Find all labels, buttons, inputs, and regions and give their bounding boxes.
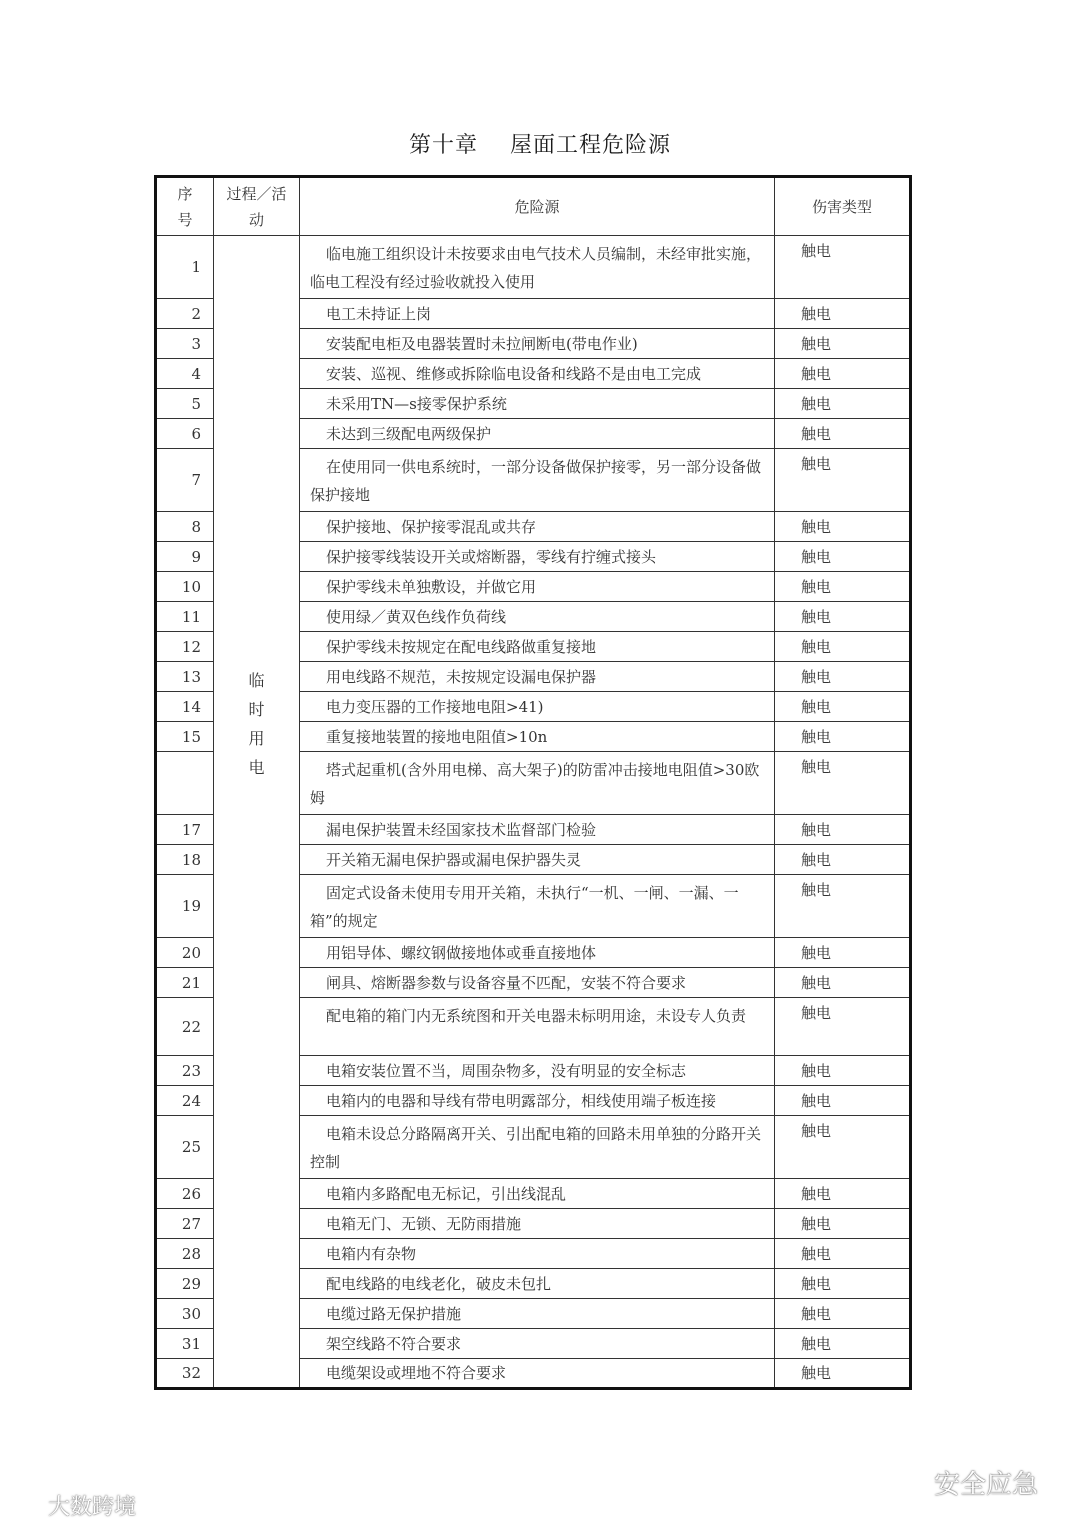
- hazard-description: 电缆架设或埋地不符合要求: [300, 1359, 775, 1389]
- hazard-description: 未达到三级配电两级保护: [300, 419, 775, 449]
- hazard-description: 电箱内多路配电无标记，引出线混乱: [300, 1179, 775, 1209]
- hazard-description: 电工未持证上岗: [300, 299, 775, 329]
- injury-type: 触电: [775, 998, 911, 1056]
- row-number: 24: [156, 1086, 214, 1116]
- row-number: 15: [156, 722, 214, 752]
- injury-type: 触电: [775, 968, 911, 998]
- process-char: 电: [248, 758, 265, 777]
- row-number: 6: [156, 419, 214, 449]
- injury-type: 触电: [775, 875, 911, 938]
- hazard-table: [154, 175, 912, 1390]
- table-header-row: [156, 177, 911, 236]
- header-injury-type: 伤害类型: [775, 177, 911, 236]
- process-char: 临: [248, 671, 265, 690]
- row-number: [156, 752, 214, 815]
- hazard-description: 电箱无门、无锁、无防雨措施: [300, 1209, 775, 1239]
- table-row: [156, 236, 911, 299]
- row-number: 22: [156, 998, 214, 1056]
- process-char: 用: [248, 729, 265, 748]
- watermark-right-text: 安全应急: [934, 1470, 1039, 1500]
- hazard-description: 固定式设备未使用专用开关箱，未执行“一机、一闸、一漏、一箱”的规定: [300, 875, 775, 938]
- hazard-description: 临电施工组织设计未按要求由电气技术人员编制，未经审批实施，临电工程没有经过验收就投入使用: [300, 236, 775, 299]
- watermark-left: [6, 1490, 136, 1521]
- hazard-description: 电箱内有杂物: [300, 1239, 775, 1269]
- injury-type: 触电: [775, 359, 911, 389]
- row-number: 7: [156, 449, 214, 512]
- injury-type: 触电: [775, 1299, 911, 1329]
- hazard-description: 用电线路不规范，未按规定设漏电保护器: [300, 662, 775, 692]
- row-number: 19: [156, 875, 214, 938]
- table-body: [156, 236, 911, 1389]
- injury-type: 触电: [775, 449, 911, 512]
- row-number: 14: [156, 692, 214, 722]
- row-number: 12: [156, 632, 214, 662]
- hazard-description: 电箱未设总分路隔离开关、引出配电箱的回路未用单独的分路开关控制: [300, 1116, 775, 1179]
- row-number: 27: [156, 1209, 214, 1239]
- hazard-description: 用铝导体、螺纹钢做接地体或垂直接地体: [300, 938, 775, 968]
- process-cell: [214, 236, 300, 1389]
- injury-type: 触电: [775, 662, 911, 692]
- injury-type: 触电: [775, 692, 911, 722]
- row-number: 11: [156, 602, 214, 632]
- process-char: 时: [248, 700, 265, 719]
- injury-type: 触电: [775, 602, 911, 632]
- watermark-right: [888, 1462, 1038, 1503]
- injury-type: 触电: [775, 1056, 911, 1086]
- injury-type: 触电: [775, 632, 911, 662]
- hazard-description: 安装、巡视、维修或拆除临电设备和线路不是由电工完成: [300, 359, 775, 389]
- row-number: 29: [156, 1269, 214, 1299]
- hazard-description: 电箱安装位置不当，周围杂物多，没有明显的安全标志: [300, 1056, 775, 1086]
- injury-type: 触电: [775, 752, 911, 815]
- row-number: 30: [156, 1299, 214, 1329]
- hazard-description: 闸具、熔断器参数与设备容量不匹配，安装不符合要求: [300, 968, 775, 998]
- injury-type: 触电: [775, 1209, 911, 1239]
- injury-type: 触电: [775, 542, 911, 572]
- hazard-description: 开关箱无漏电保护器或漏电保护器失灵: [300, 845, 775, 875]
- hazard-description: 塔式起重机(含外用电梯、高大架子)的防雷冲击接地电阻值>30欧姆: [300, 752, 775, 815]
- row-number: 4: [156, 359, 214, 389]
- hazard-description: 使用绿／黄双色线作负荷线: [300, 602, 775, 632]
- hazard-description: 架空线路不符合要求: [300, 1329, 775, 1359]
- injury-type: 触电: [775, 1239, 911, 1269]
- injury-type: 触电: [775, 1116, 911, 1179]
- injury-type: 触电: [775, 845, 911, 875]
- watermark-left-text: 大数跨境: [48, 1495, 137, 1520]
- hazard-description: 电缆过路无保护措施: [300, 1299, 775, 1329]
- injury-type: 触电: [775, 1329, 911, 1359]
- hazard-description: 漏电保护装置未经国家技术监督部门检验: [300, 815, 775, 845]
- row-number: 10: [156, 572, 214, 602]
- header-no: 序 号: [156, 177, 214, 236]
- hazard-description: 保护零线未单独敷设，并做它用: [300, 572, 775, 602]
- row-number: 8: [156, 512, 214, 542]
- row-number: 18: [156, 845, 214, 875]
- wechat-icon: [888, 1462, 928, 1503]
- hazard-description: 电力变压器的工作接地电阻>41): [300, 692, 775, 722]
- header-process: 过程／活 动: [214, 177, 300, 236]
- row-number: 1: [156, 236, 214, 299]
- injury-type: 触电: [775, 1086, 911, 1116]
- injury-type: 触电: [775, 1179, 911, 1209]
- header-hazard: 危险源: [300, 177, 775, 236]
- row-number: 5: [156, 389, 214, 419]
- row-number: 13: [156, 662, 214, 692]
- row-number: 20: [156, 938, 214, 968]
- injury-type: 触电: [775, 572, 911, 602]
- row-number: 26: [156, 1179, 214, 1209]
- hazard-description: 保护零线未按规定在配电线路做重复接地: [300, 632, 775, 662]
- hazard-description: 未采用TN—s接零保护系统: [300, 389, 775, 419]
- row-number: 17: [156, 815, 214, 845]
- hazard-description: 保护接零线装设开关或熔断器，零线有拧缠式接头: [300, 542, 775, 572]
- bubble-logo-icon: [6, 1492, 42, 1520]
- row-number: 2: [156, 299, 214, 329]
- row-number: 28: [156, 1239, 214, 1269]
- row-number: 23: [156, 1056, 214, 1086]
- injury-type: 触电: [775, 512, 911, 542]
- row-number: 9: [156, 542, 214, 572]
- injury-type: 触电: [775, 236, 911, 299]
- hazard-description: 在使用同一供电系统时，一部分设备做保护接零，另一部分设备做保护接地: [300, 449, 775, 512]
- injury-type: 触电: [775, 1269, 911, 1299]
- injury-type: 触电: [775, 389, 911, 419]
- row-number: 25: [156, 1116, 214, 1179]
- hazard-description: 安装配电柜及电器装置时未拉闸断电(带电作业): [300, 329, 775, 359]
- page-title: 第十章 屋面工程危险源: [409, 133, 671, 158]
- injury-type: 触电: [775, 419, 911, 449]
- injury-type: 触电: [775, 1359, 911, 1389]
- injury-type: 触电: [775, 938, 911, 968]
- injury-type: 触电: [775, 329, 911, 359]
- row-number: 31: [156, 1329, 214, 1359]
- row-number: 21: [156, 968, 214, 998]
- hazard-description: 电箱内的电器和导线有带电明露部分，相线使用端子板连接: [300, 1086, 775, 1116]
- hazard-description: 保护接地、保护接零混乱或共存: [300, 512, 775, 542]
- hazard-description: 重复接地装置的接地电阻值>10n: [300, 722, 775, 752]
- injury-type: 触电: [775, 299, 911, 329]
- hazard-description: 配电线路的电线老化，破皮未包扎: [300, 1269, 775, 1299]
- row-number: 32: [156, 1359, 214, 1389]
- hazard-description: 配电箱的箱门内无系统图和开关电器未标明用途，未设专人负责: [300, 998, 775, 1056]
- injury-type: 触电: [775, 722, 911, 752]
- row-number: 3: [156, 329, 214, 359]
- injury-type: 触电: [775, 815, 911, 845]
